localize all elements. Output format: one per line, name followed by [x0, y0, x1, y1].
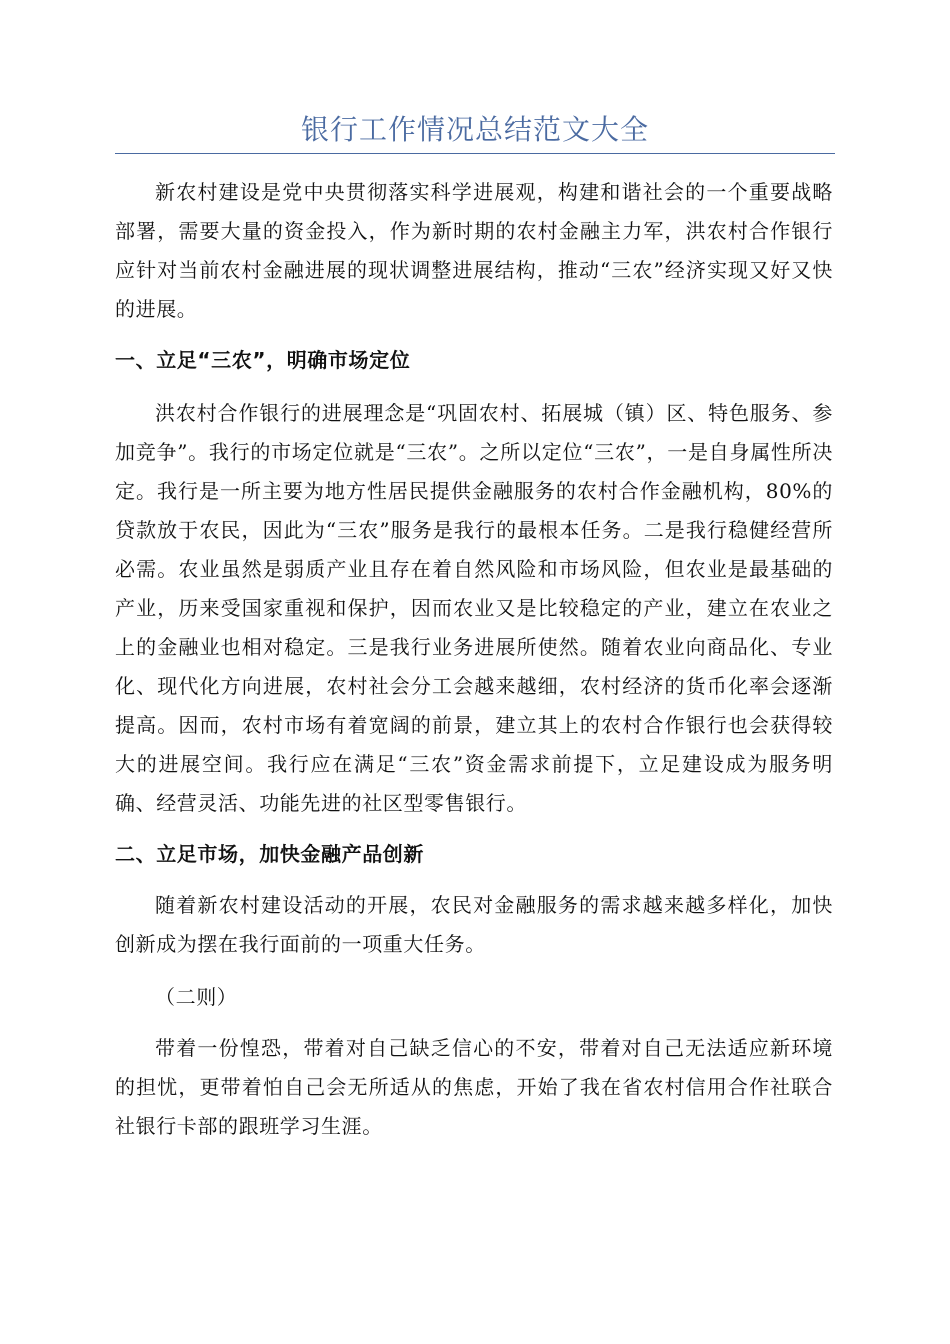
spacer	[115, 329, 833, 341]
spacer	[115, 964, 833, 978]
title-underline	[115, 153, 835, 154]
document-body	[115, 173, 833, 1146]
section-1-paragraph: 洪农村合作银行的进展理念是“巩固农村、拓展城（镇）区、特色服务、参加竞争”。我行的市场定位就是“三农”。之所以定位“三农”，一是自身属性所决定。我行是一所主要为地方性居民提供金融服务的农村合作金融机构，80%的贷款放于农民，因此为“三农”服务是我行的最根本任务。二是我行稳健经营所必需。农业虽然是弱质产业且存在着自然风险和市场风险，但农业是最基础的产业，历来受国家重视和保护，因而农业又是比较稳定的产业，建立在农业之上的金融业也相对稳定。三是我行业务进展所使然。随着农业向商品化、专业化、现代化方向进展，农村社会分工会越来越细，农村经济的货币化率会逐渐提高。因而，农村市场有着宽阔的前景，建立其上的农村合作银行也会获得较大的进展空间。我行应在满足“三农”资金需求前提下，立足建设成为服务明确、经营灵活、功能先进的社区型零售银行。	[115, 401, 833, 815]
spacer	[115, 380, 833, 394]
spacer	[115, 1017, 833, 1029]
spacer	[115, 874, 833, 886]
section-2-paragraph: 随着新农村建设活动的开展，农民对金融服务的需求越来越多样化，加快创新成为摆在我行面前的一项重大任务。	[115, 893, 833, 956]
closing-paragraph: 带着一份惶恐，带着对自己缺乏信心的不安，带着对自己无法适应新环境的担忧，更带着怕自己会无所适从的焦虑，开始了我在省农村信用合作社联合社银行卡部的跟班学习生涯。	[115, 1036, 833, 1138]
sub-heading-erze: （二则）	[155, 985, 238, 1009]
intro-paragraph: 新农村建设是党中央贯彻落实科学进展观，构建和谐社会的一个重要战略部署，需要大量的资金投入，作为新时期的农村金融主力军，洪农村合作银行应针对当前农村金融进展的现状调整进展结构，推动“三农”经济实现又好又快的进展。	[115, 180, 833, 321]
document-title: 银行工作情况总结范文大全	[300, 113, 649, 146]
section-heading-2: 二、立足市场，加快金融产品创新	[115, 842, 424, 866]
section-heading-1: 一、立足“三农”，明确市场定位	[115, 348, 411, 372]
spacer	[115, 823, 833, 835]
